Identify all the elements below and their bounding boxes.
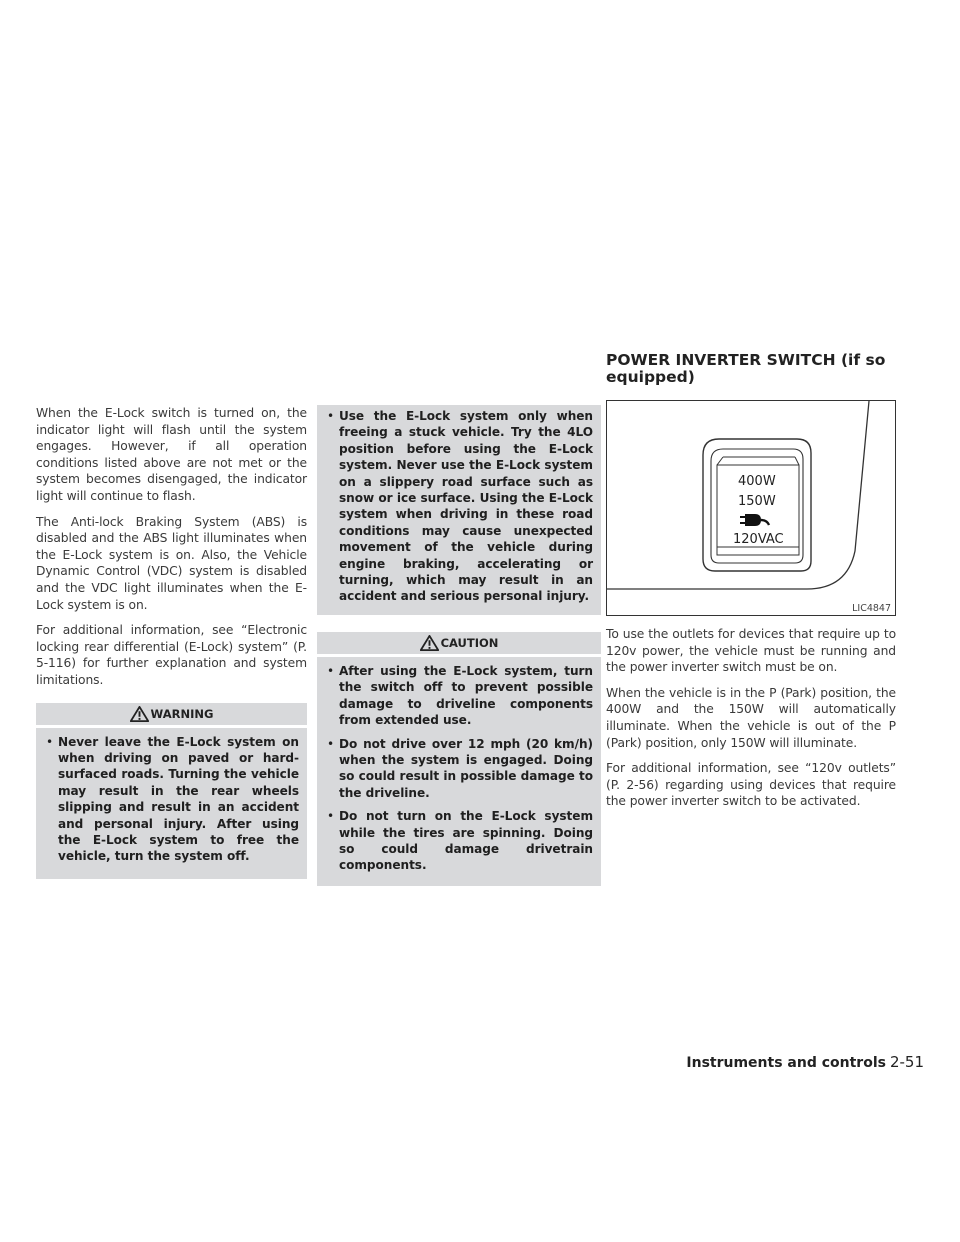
warning-list-continued <box>327 408 593 605</box>
list-item: • Never leave the E-Lock system on when driving on paved or hard-surfaced roads. Turning the vehicle may result in the rear wheels slipping and result in an accident and personal injury. After using the E-Lock system to free the vehicle, turn the system off. <box>46 734 299 865</box>
paragraph-park-position: When the vehicle is in the P (Park) position, the 400W and the 150W will automatically illuminate. When the vehicle is out of the P (Park) position, only 150W will illuminate. <box>606 685 896 750</box>
warning-list <box>46 734 299 865</box>
paragraph-elock-indicator: When the E-Lock switch is turned on, the indicator light will flash until the system engages. However, if all operation conditions listed above are not met or the system becomes disengaged, the indicator light will continue to flash. <box>36 406 307 503</box>
caution-header <box>317 632 601 654</box>
inverter-switch-figure <box>606 400 896 616</box>
caution-box <box>317 657 601 886</box>
paragraph-120v-outlets: For additional information, see “120v outlets” (P. 2-56) regarding using devices that require the power inverter switch to be activated. <box>606 761 896 809</box>
warning-triangle-icon <box>130 706 149 722</box>
warning-label: WARNING <box>150 706 214 721</box>
footer-section-name: Instruments and controls <box>686 1055 886 1071</box>
caution-list <box>327 663 593 874</box>
column-left <box>36 405 307 879</box>
label-120vac: 120VAC <box>733 532 784 547</box>
paragraph-abs-vdc: The Anti-lock Braking System (ABS) is disabled and the ABS light illuminates when the E-Lock system is on. Also, the Vehicle Dynamic Control (VDC) system is disabled and the VDC light illuminates when the E-Lock system is on. <box>36 514 307 612</box>
list-item: • Use the E-Lock system only when freeing a stuck vehicle. Try the 4LO position before using the E-Lock system. Never use the E-Lock system on a slippery road surface such as snow or ice surface. Using the E-Lock system when driving in these road conditions may cause unexpected movement of the vehicle during engine braking, accelerating or turning, which may result in an accident and serious personal injury. <box>327 408 593 605</box>
list-item: • Do not drive over 12 mph (20 km/h) when the system is engaged. Doing so could result in possible damage to the driveline. <box>327 736 593 802</box>
label-400w: 400W <box>738 474 776 489</box>
caution-triangle-icon <box>420 635 439 651</box>
paragraph-outlets: To use the outlets for devices that require up to 120v power, the vehicle must be running and the power inverter switch must be on. <box>606 627 896 675</box>
inverter-switch-illustration <box>607 401 895 615</box>
list-item: • After using the E-Lock system, turn the switch off to prevent possible damage to driveline components from extended use. <box>327 663 593 729</box>
warning-header <box>36 703 307 725</box>
caution-label: CAUTION <box>440 635 499 650</box>
page-number: 2-51 <box>889 1053 924 1071</box>
list-item: • Do not turn on the E-Lock system while the tires are spinning. Doing so could damage drivetrain components. <box>327 808 593 874</box>
column-middle <box>317 405 601 886</box>
warning-box <box>36 728 307 879</box>
warning-box-continued <box>317 405 601 615</box>
label-150w: 150W <box>738 494 776 509</box>
section-heading: POWER INVERTER SWITCH (if so equipped) <box>606 351 886 386</box>
page-footer <box>686 1053 924 1071</box>
figure-code: LIC4847 <box>852 603 891 614</box>
paragraph-additional-info: For additional information, see “Electronic locking rear differential (E-Lock) system” (P. 5-116) for further explanation and system limitations. <box>36 623 307 687</box>
column-right <box>606 352 896 819</box>
